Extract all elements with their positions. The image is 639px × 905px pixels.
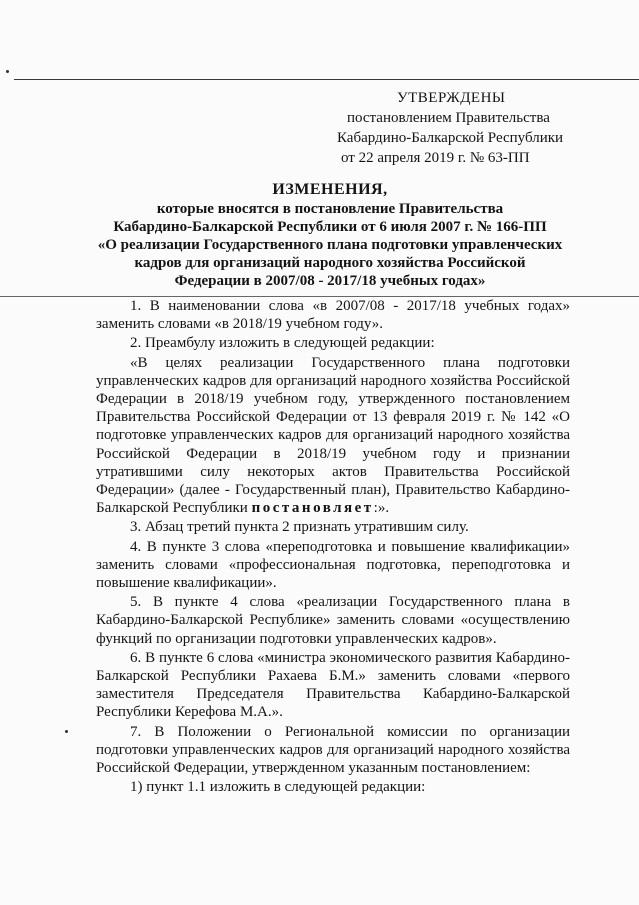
heading-title: ИЗМЕНЕНИЯ,	[272, 181, 388, 198]
paragraph: 7. В Положении о Региональной комиссии по организации подготовки управленческих кадров для организаций народного хозяйства Российской Федерации, утвержденном указанным постановлением:	[96, 723, 570, 777]
approval-block	[305, 88, 605, 168]
paragraph: 6. В пункте 6 слова «министра экономического развития Кабардино-Балкарской Республики Рахаева Б.М.» заменить словами «первого заместителя Председателя Правительства Кабардино-Балкарской Республики Керефова М.А.».	[96, 649, 570, 721]
heading-line: которые вносятся в постановление Правительства	[156, 201, 504, 217]
paragraph: 1) пункт 1.1 изложить в следующей редакции:	[130, 779, 426, 796]
paragraph	[96, 354, 570, 518]
paragraph: 4. В пункте 3 слова «переподготовка и повышение квалификации» заменить словами «профессиональная подготовка, переподготовка и повышение квалификации».	[96, 538, 570, 592]
approval-line: Кабардино-Балкарской Республики	[337, 130, 564, 146]
document-body	[96, 297, 570, 797]
spaced-word: постановляет	[251, 500, 374, 517]
scan-line-top	[14, 79, 639, 80]
paragraph: 1. В наименовании слова «в 2007/08 - 2017/18 учебных годах» заменить словами «в 2018/19 учебном году».	[96, 298, 570, 333]
paragraph-end: :».	[373, 500, 390, 517]
paragraph: 5. В пункте 4 слова «реализации Государственного плана в Кабардино-Балкарской Республике» заменить словами «осуществлению функций по организации подготовки управленческих кадров».	[96, 594, 570, 647]
approval-title: УТВЕРЖДЕНЫ	[397, 90, 506, 106]
approval-line: постановлением Правительства	[347, 110, 550, 126]
scan-speck	[65, 730, 68, 733]
document-heading	[80, 181, 580, 290]
heading-line: «О реализации Государственного плана подготовки управленческих	[97, 237, 563, 253]
paragraph-text: «В целях реализации Государственного плана подготовки управленческих кадров для организаций народного хозяйства Российской Федерации в 2018/19 учебном году, утвержденного постановлением Правительства Российской Федерации от 13 февраля 2019 г. № 142 «О подготовке управленческих кадров для организаций народного хозяйства Российской Федерации в 2018/19 учебном году и признании утратившими силу некоторых актов Правительства Российской Федерации» (далее - Государственный план), Правительство Кабардино-Балкарской Республики	[96, 354, 570, 517]
heading-line: кадров для организаций народного хозяйства Российской	[134, 255, 526, 271]
paragraph: 2. Преамбулу изложить в следующей редакции:	[130, 335, 435, 352]
approval-line: от 22 апреля 2019 г. № 63-ПП	[341, 150, 530, 166]
scan-speck	[6, 70, 9, 73]
heading-line: Кабардино-Балкарской Республики от 6 июля 2007 г. № 166-ПП	[113, 219, 547, 235]
heading-line: Федерации в 2007/08 - 2017/18 учебных годах»	[174, 273, 486, 289]
paragraph: 3. Абзац третий пункта 2 признать утратившим силу.	[130, 519, 469, 536]
